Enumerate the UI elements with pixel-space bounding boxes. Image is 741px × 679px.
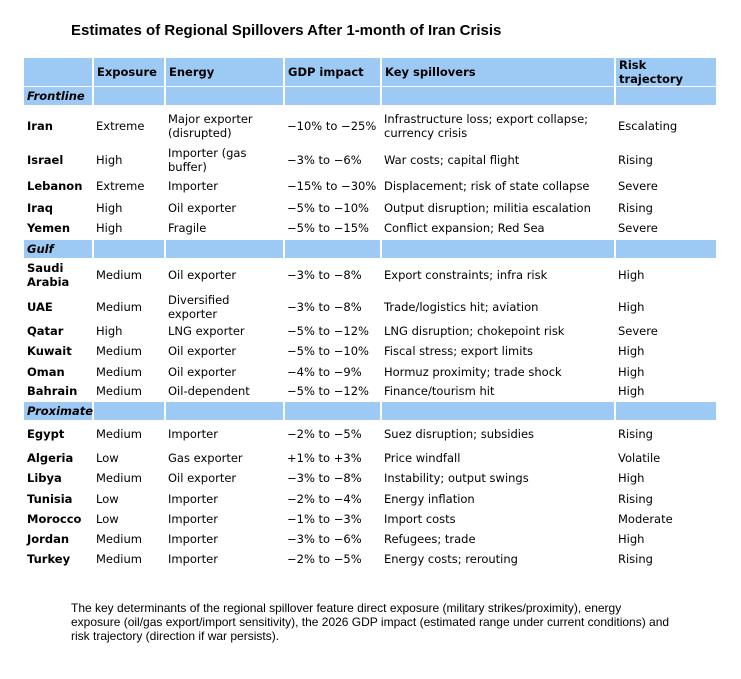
table-row [24,174,717,198]
cell-country: Yemen [27,221,71,236]
group-cell [615,87,717,106]
cell-energy: Importer [168,427,218,441]
cell-gdp: −3% to −8% [287,299,362,314]
table-body [24,87,717,570]
cell-exposure: Medium [96,268,142,282]
cell-exposure: High [96,201,123,215]
cell-energy: Oil exporter [168,201,237,215]
table-row [24,468,717,488]
cell-exposure: Low [96,491,119,506]
cell-exposure: Medium [96,299,142,314]
cell-spillovers: Finance/tourism hit [384,384,495,399]
header-exposure: Exposure [93,58,165,87]
cell-country: Oman [27,364,65,379]
cell-gdp: −2% to −5% [287,552,362,566]
cell-risk: Rising [618,201,653,215]
cell-risk: Rising [618,427,653,441]
cell-energy: Oil exporter [168,364,237,379]
cell-gdp: −5% to −12% [287,323,369,338]
group-cell [165,402,284,421]
cell-gdp: −3% to −8% [287,268,362,282]
cell-risk: Severe [618,323,658,338]
cell-spillovers: Output disruption; militia escalation [384,201,591,215]
cell-spillovers: Infrastructure loss; export collapse; currency crisis [384,111,589,140]
cell-gdp: −5% to −10% [287,201,369,215]
group-cell [93,239,165,258]
table-row [24,218,717,239]
cell-spillovers: Export constraints; infra risk [384,268,548,282]
caption-text: The key determinants of the regional spillover feature direct exposure (military strikes/proximity), energy exposure (oil/gas export/import sensitivity), the 2026 GDP impact (estimated range under current conditions) and risk trajectory (direction if war persists). [71,601,670,643]
table-row [24,529,717,549]
group-cell [284,239,381,258]
cell-exposure: Medium [96,552,142,566]
cell-country: Turkey [27,552,71,566]
group-cell [284,402,381,421]
cell-energy: Oil-dependent [168,384,250,399]
group-label: Proximate [24,402,93,421]
cell-country: Jordan [27,532,70,546]
header-row [24,58,717,87]
group-cell [93,402,165,421]
cell-exposure: Low [96,512,119,526]
cell-energy: Oil exporter [168,471,237,485]
cell-spillovers: Refugees; trade [384,532,476,546]
cell-gdp: −3% to −6% [287,532,362,546]
table-row [24,549,717,569]
cell-energy: LNG exporter [168,323,245,338]
cell-risk: High [618,532,645,546]
cell-gdp: −1% to −3% [287,512,362,526]
cell-energy: Oil exporter [168,268,237,282]
cell-gdp: −15% to −30% [287,179,377,193]
cell-risk: High [618,344,645,358]
cell-country: Israel [27,153,64,167]
cell-country: Saudi Arabia [27,261,70,289]
group-cell [165,87,284,106]
cell-energy: Major exporter (disrupted) [168,111,253,140]
cell-spillovers: War costs; capital flight [384,153,520,167]
cell-spillovers: Energy costs; rerouting [384,552,518,566]
header-gdp-impact: GDP impact [284,58,381,87]
cell-exposure: High [96,221,123,236]
cell-exposure: Extreme [96,179,145,193]
cell-risk: High [618,364,645,379]
header-country [24,58,93,87]
group-cell [284,87,381,106]
cell-spillovers: Price windfall [384,451,461,465]
cell-exposure: Low [96,451,119,465]
cell-country: Qatar [27,323,64,338]
cell-exposure: Extreme [96,118,145,133]
cell-spillovers: Hormuz proximity; trade shock [384,364,562,379]
cell-energy: Gas exporter [168,451,243,465]
cell-exposure: High [96,153,123,167]
cell-country: Tunisia [27,491,73,506]
cell-gdp: −2% to −4% [287,491,362,506]
cell-exposure: Medium [96,427,142,441]
table-row [24,258,717,293]
group-cell [93,87,165,106]
cell-spillovers: Conflict expansion; Red Sea [384,221,545,236]
cell-country: Libya [27,471,62,485]
cell-risk: High [618,299,645,314]
cell-spillovers: Import costs [384,512,456,526]
cell-risk: Rising [618,491,653,506]
group-label: Frontline [24,87,93,106]
table-row [24,146,717,174]
group-cell [381,239,615,258]
cell-risk: Volatile [618,451,661,465]
cell-risk: High [618,471,645,485]
spillover-table [24,58,718,569]
group-row [24,402,717,421]
cell-risk: Severe [618,221,658,236]
page-title: Estimates of Regional Spillovers After 1-month of Iran Crisis [71,22,502,39]
group-cell [381,87,615,106]
table-row [24,321,717,341]
cell-exposure: Medium [96,344,142,358]
header-key-spillovers: Key spillovers [381,58,615,87]
cell-country: UAE [27,299,53,314]
group-cell [165,239,284,258]
cell-gdp: −5% to −12% [287,384,369,399]
cell-spillovers: LNG disruption; chokepoint risk [384,323,565,338]
cell-energy: Diversified exporter [168,292,230,321]
cell-risk: Moderate [618,512,673,526]
group-cell [381,402,615,421]
cell-country: Kuwait [27,344,72,358]
header-energy: Energy [165,58,284,87]
cell-risk: Rising [618,552,653,566]
group-cell [615,239,717,258]
cell-gdp: −4% to −9% [287,364,362,379]
cell-gdp: −2% to −5% [287,427,362,441]
cell-country: Morocco [27,512,82,526]
header-risk-trajectory: Risk trajectory [615,58,717,87]
cell-country: Egypt [27,427,65,441]
table-row [24,198,717,218]
table-row [24,420,717,448]
cell-exposure: Medium [96,384,142,399]
cell-risk: Rising [618,153,653,167]
cell-spillovers: Suez disruption; subsidies [384,427,535,441]
table-row [24,105,717,146]
cell-energy: Importer [168,179,218,193]
cell-gdp: −5% to −10% [287,344,369,358]
group-row [24,239,717,258]
cell-energy: Importer [168,552,218,566]
cell-energy: Fragile [168,221,207,236]
cell-country: Algeria [27,451,74,465]
cell-exposure: Medium [96,471,142,485]
cell-exposure: Medium [96,364,142,379]
cell-country: Iraq [27,201,53,215]
cell-risk: High [618,268,645,282]
cell-energy: Importer (gas buffer) [168,146,247,174]
cell-energy: Oil exporter [168,344,237,358]
cell-country: Lebanon [27,179,83,193]
cell-energy: Importer [168,491,218,506]
cell-spillovers: Trade/logistics hit; aviation [384,299,539,314]
cell-spillovers: Displacement; risk of state collapse [384,179,590,193]
cell-exposure: High [96,323,123,338]
cell-spillovers: Fiscal stress; export limits [384,344,533,358]
table-row [24,362,717,382]
cell-spillovers: Energy inflation [384,491,475,506]
group-label: Gulf [24,239,93,258]
cell-energy: Importer [168,512,218,526]
group-cell [615,402,717,421]
cell-country: Bahrain [27,384,78,399]
cell-country: Iran [27,118,53,133]
table-row [24,448,717,468]
cell-risk: High [618,384,645,399]
table-row [24,382,717,402]
cell-gdp: −5% to −15% [287,221,369,236]
cell-gdp: −10% to −25% [287,118,377,133]
cell-gdp: −3% to −8% [287,471,362,485]
table-row [24,341,717,362]
cell-gdp: −3% to −6% [287,153,362,167]
cell-gdp: +1% to +3% [287,451,362,465]
cell-spillovers: Instability; output swings [384,471,529,485]
cell-energy: Importer [168,532,218,546]
cell-exposure: Medium [96,532,142,546]
table-row [24,293,717,321]
table-row [24,488,717,509]
group-row [24,87,717,106]
cell-risk: Severe [618,179,658,193]
cell-risk: Escalating [618,118,678,133]
table-row [24,509,717,529]
